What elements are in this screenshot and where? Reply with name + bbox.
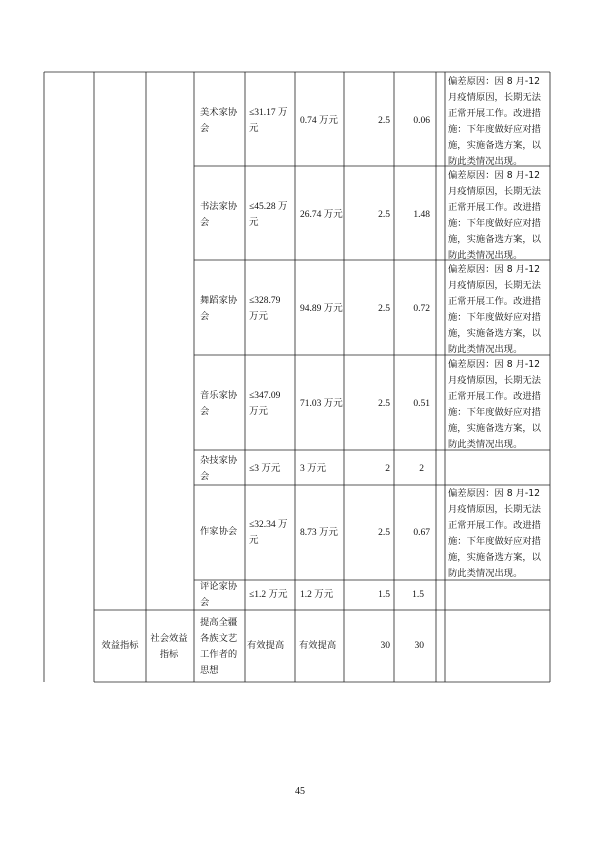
weight-value: 2.5: [378, 528, 390, 538]
score-value: 0.67: [413, 528, 430, 538]
deviation-note: 偏差原因：因 8 月-12 月疫情原因，长期无法正常开展工作。改进措施：下年度做好应对措施，实施备选方案，以防此类情况出现。: [448, 170, 541, 262]
score-value: 2: [419, 464, 424, 474]
indicator-name: 杂技家协会: [200, 455, 238, 482]
actual-value: 71.03 万元: [300, 399, 343, 409]
indicator-name: 书法家协会: [200, 201, 238, 228]
actual-value: 1.2 万元: [300, 590, 334, 600]
weight-value: 2.5: [378, 210, 390, 220]
score-value: 1.48: [413, 210, 430, 220]
weight-value: 1.5: [378, 590, 390, 600]
level1-indicator: 效益指标: [101, 640, 139, 651]
actual-value: 8.73 万元: [300, 528, 339, 538]
target-value: ≤328.79 万元: [249, 296, 281, 322]
target-value: 有效提高: [247, 640, 285, 651]
weight-value: 2: [385, 464, 390, 474]
target-value: ≤45.28 万元: [249, 202, 288, 228]
actual-value: 有效提高: [299, 640, 337, 651]
page-number: 45: [295, 786, 305, 797]
indicator-name: 美术家协会: [200, 107, 238, 134]
deviation-note: 偏差原因：因 8 月-12 月疫情原因，长期无法正常开展工作。改进措施：下年度做好应对措施，实施备选方案，以防此类情况出现。: [448, 264, 541, 356]
indicator-name: 舞蹈家协会: [200, 295, 238, 322]
weight-value: 2.5: [378, 116, 390, 126]
deviation-note: 偏差原因：因 8 月-12 月疫情原因，长期无法正常开展工作。改进措施：下年度做好应对措施，实施备选方案，以防此类情况出现。: [448, 359, 541, 451]
score-value: 0.72: [413, 304, 430, 314]
weight-value: 30: [380, 641, 390, 651]
weight-value: 2.5: [378, 399, 390, 409]
target-value: ≤3 万元: [249, 464, 281, 474]
actual-value: 26.74 万元: [300, 210, 343, 220]
indicator-name: 作家协会: [200, 526, 238, 537]
weight-value: 2.5: [378, 304, 390, 314]
indicator-name: 评论家协会: [200, 581, 238, 608]
deviation-note: 偏差原因：因 8 月-12 月疫情原因，长期无法正常开展工作。改进措施：下年度做好应对措施，实施备选方案，以防此类情况出现。: [448, 488, 541, 580]
indicator-name: 提高全疆各族文艺工作者的思想: [200, 617, 238, 676]
target-value: ≤1.2 万元: [249, 590, 288, 600]
actual-value: 3 万元: [300, 464, 327, 474]
score-value: 0.06: [413, 116, 430, 126]
score-value: 30: [414, 641, 424, 651]
score-value: 0.51: [413, 399, 430, 409]
indicator-name: 音乐家协会: [200, 390, 238, 417]
target-value: ≤31.17 万元: [249, 108, 288, 134]
target-value: ≤32.34 万元: [249, 520, 288, 546]
deviation-note: 偏差原因：因 8 月-12 月疫情原因，长期无法正常开展工作。改进措施：下年度做好应对措施，实施备选方案，以防此类情况出现。: [448, 76, 541, 168]
score-value: 1.5: [412, 590, 424, 600]
target-value: ≤347.09 万元: [249, 391, 281, 417]
level2-indicator: 社会效益指标: [150, 633, 188, 660]
actual-value: 0.74 万元: [300, 116, 339, 126]
actual-value: 94.89 万元: [300, 304, 343, 314]
